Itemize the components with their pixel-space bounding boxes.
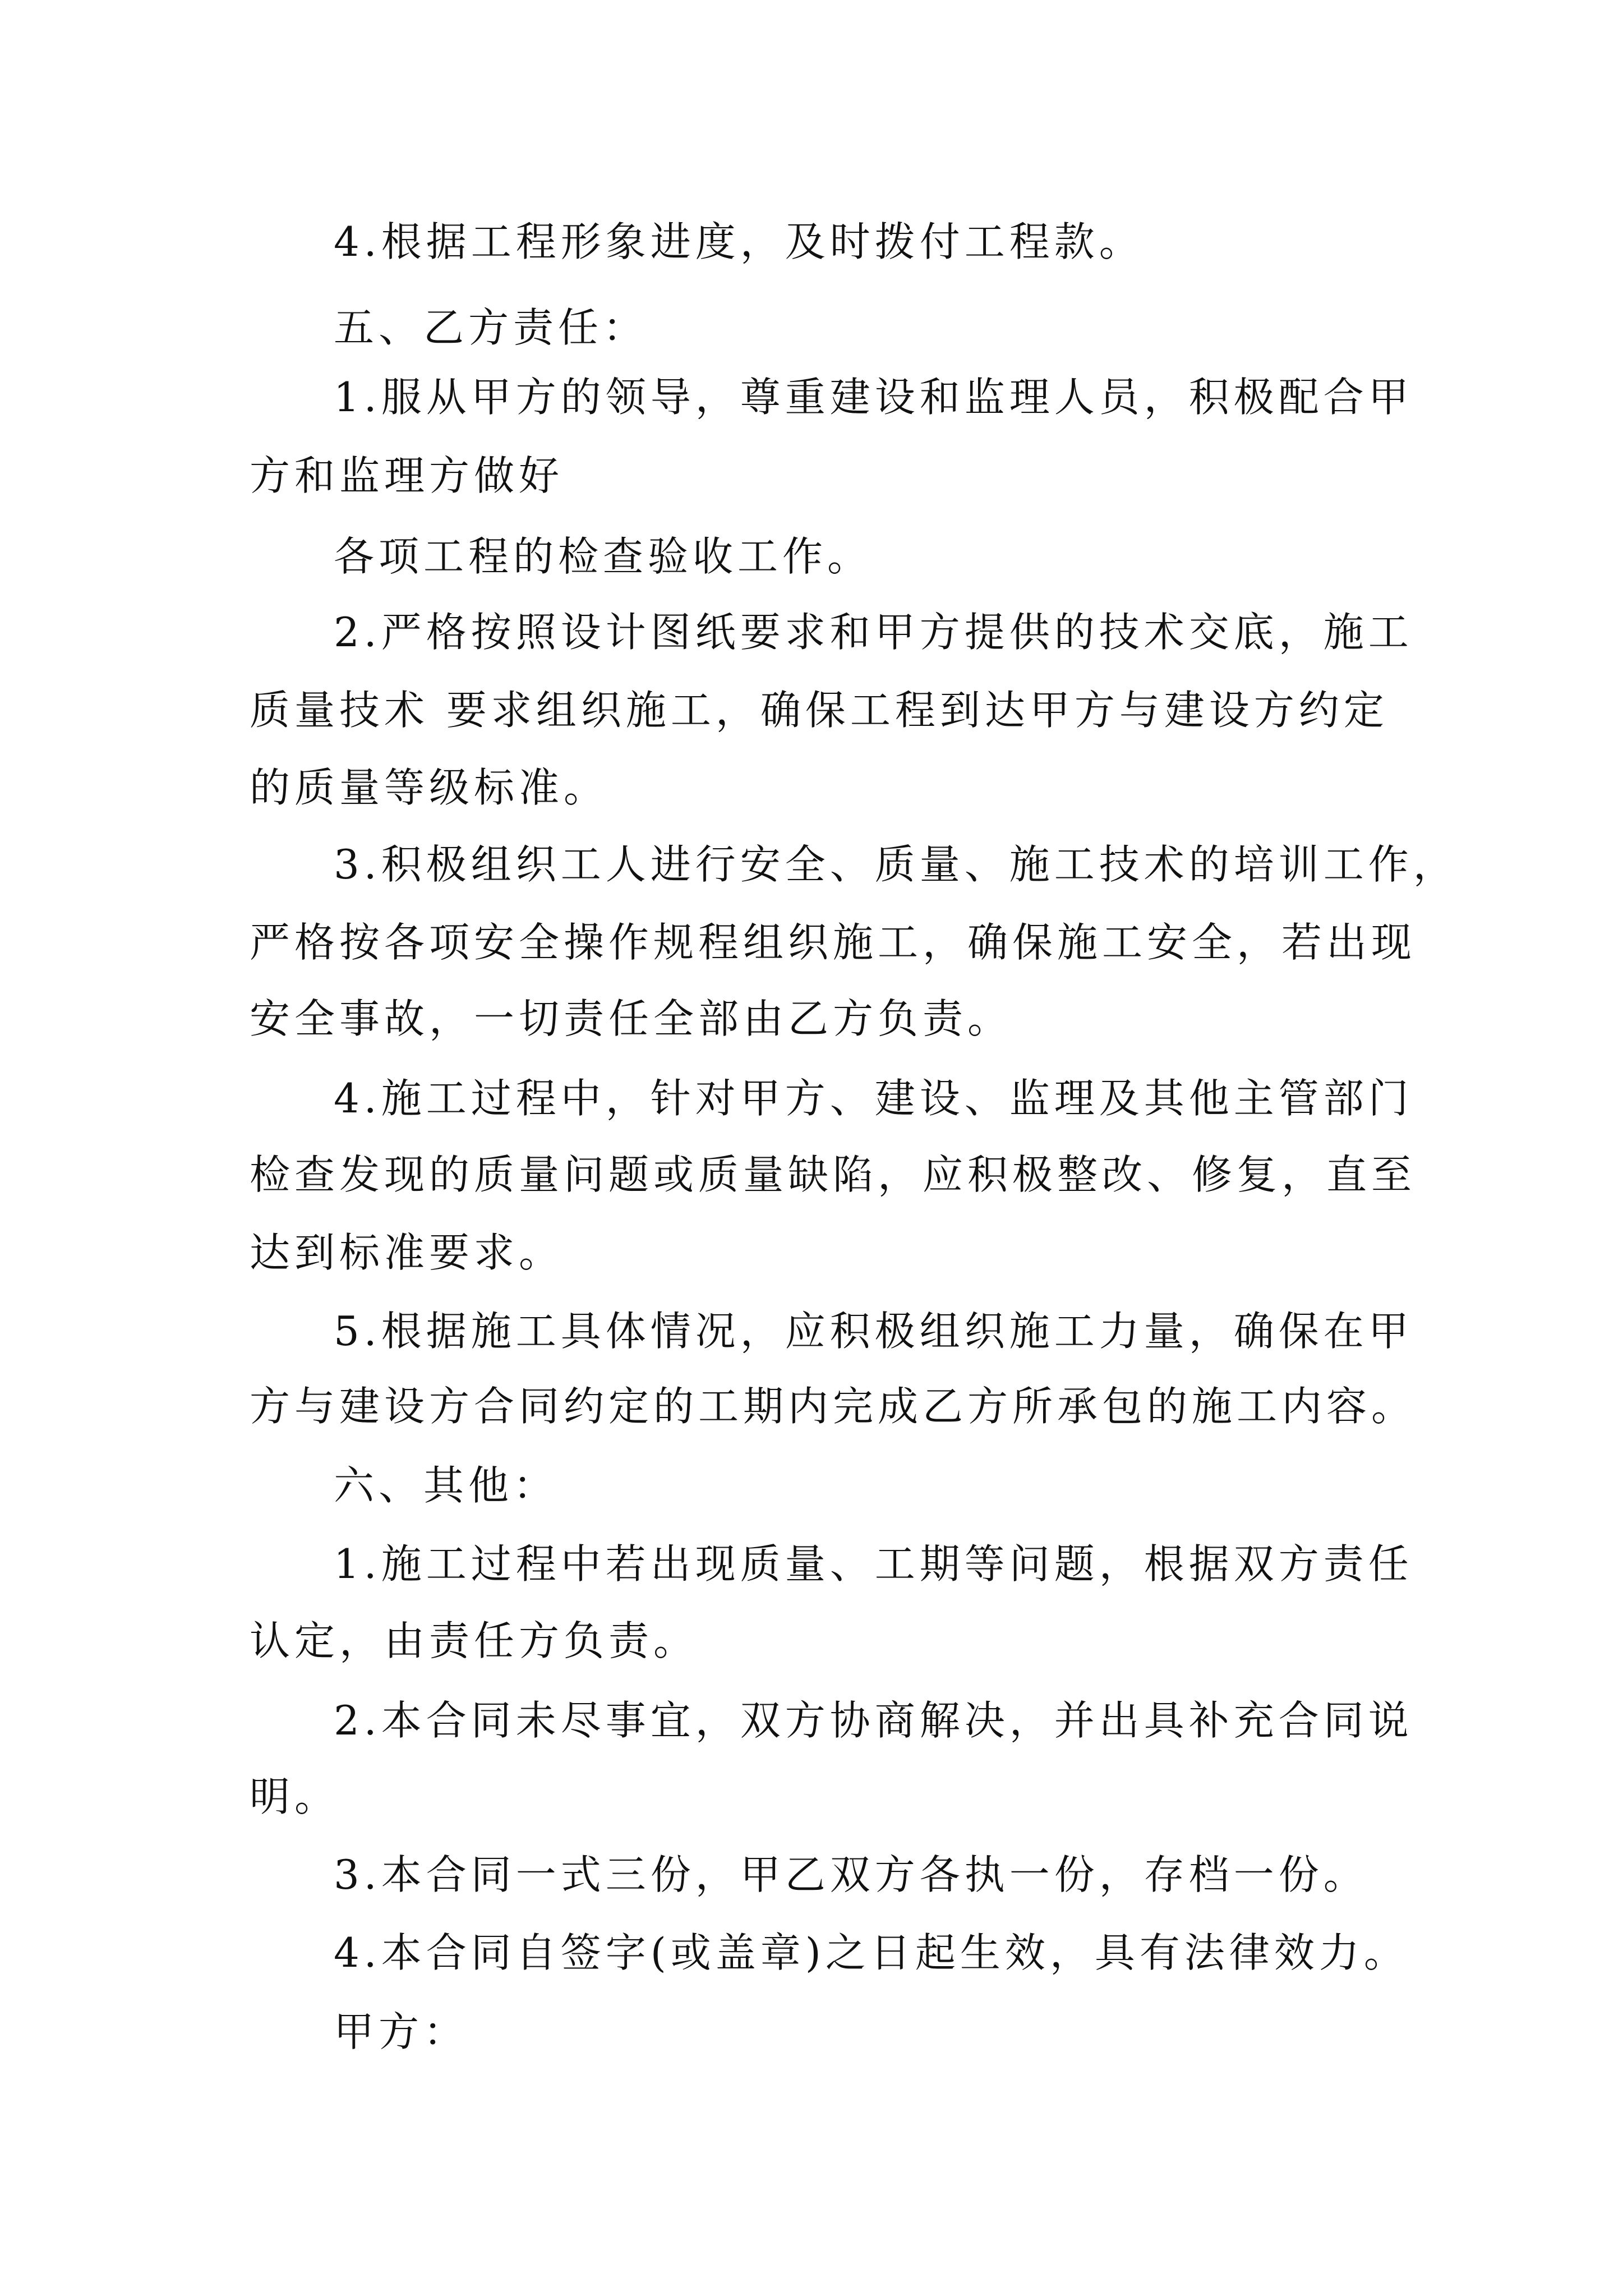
text-line: 各项工程的检查验收工作。 [334,533,873,580]
text-line: 1.施工过程中若出现质量、工期等问题，根据双方责任 [334,1540,1413,1588]
text-line: 明。 [250,1773,340,1820]
text-line: 六、其他： [334,1462,559,1509]
text-line: 认定，由责任方负责。 [250,1617,699,1664]
text-line: 1.服从甲方的领导，尊重建设和监理人员，积极配合甲 [334,374,1413,421]
text-line: 安全事故，一切责任全部由乙方负责。 [250,995,1013,1042]
text-line: 5.根据施工具体情况，应积极组织施工力量，确保在甲 [334,1308,1413,1355]
text-line: 方与建设方合同约定的工期内完成乙方所承包的施工内容。 [250,1383,1417,1430]
text-line: 甲方： [334,2008,469,2055]
text-line: 3.积极组织工人进行安全、质量、施工技术的培训工作， [334,841,1458,888]
text-line: 2.严格按照设计图纸要求和甲方提供的技术交底，施工 [334,609,1413,656]
text-line: 方和监理方做好 [250,452,564,499]
text-line: 2.本合同未尽事宜，双方协商解决，并出具补充合同说 [334,1697,1413,1744]
text-line: 4.根据工程形象进度，及时拨付工程款。 [334,218,1144,265]
text-line: 严格按各项安全操作规程组织施工，确保施工安全，若出现 [250,919,1417,966]
text-line: 4.施工过程中，针对甲方、建设、监理及其他主管部门 [334,1075,1413,1122]
text-line: 的质量等级标准。 [250,764,609,811]
text-line: 达到标准要求。 [250,1229,564,1276]
text-line: 质量技术 要求组织施工，确保工程到达甲方与建设方约定 [250,687,1389,734]
text-line: 4.本合同自签字(或盖章)之日起生效，具有法律效力。 [334,1929,1409,1976]
text-line: 五、乙方责任： [334,304,648,351]
text-line: 检查发现的质量问题或质量缺陷，应积极整改、修复，直至 [250,1151,1417,1198]
text-line: 3.本合同一式三份，甲乙双方各执一份，存档一份。 [334,1851,1368,1898]
